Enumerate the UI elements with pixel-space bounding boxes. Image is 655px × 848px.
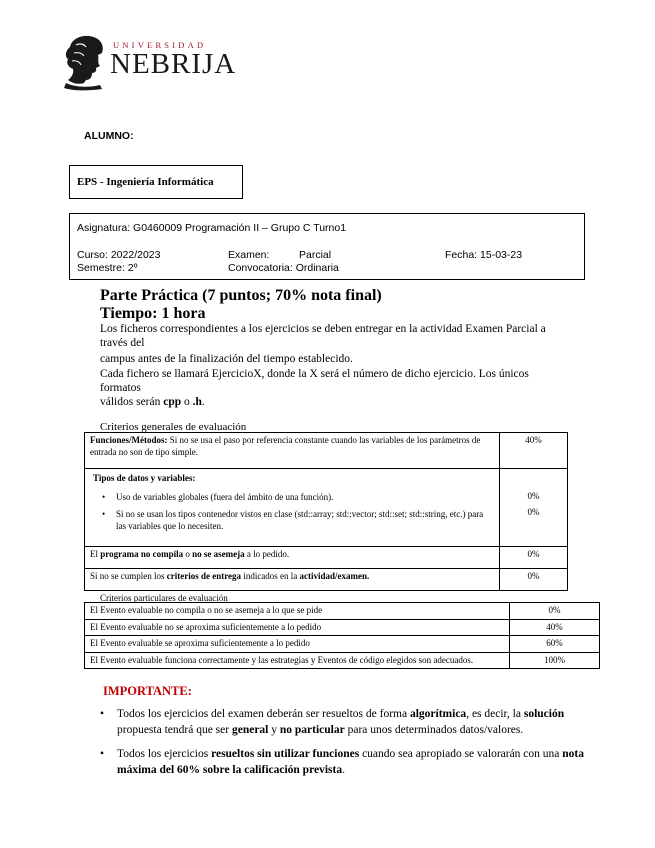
exam-title: Parte Práctica (7 puntos; 70% nota final) — [100, 287, 382, 304]
criteria-cell: Si no se cumplen los criterios de entrega indicados en la actividad/examen. — [85, 569, 500, 591]
criteria-cell: Tipos de datos y variables: • Uso de variables globales (fuera del ámbito de una función). • Si no se usan los tipos contenedor vistos en clase (std::array; std::vector; std::set; std::string, etc.) para las variables que lo necesiten. — [85, 469, 500, 547]
school-name: EPS - Ingeniería Informática — [77, 176, 214, 188]
course-info-box — [69, 213, 585, 280]
curso-text: Curso: 2022/2023 — [77, 249, 161, 261]
particular-criteria-table — [84, 602, 600, 669]
fecha-text: Fecha: 15-03-23 — [445, 249, 523, 261]
table-row — [85, 547, 568, 569]
alumno-label: ALUMNO: — [84, 130, 134, 142]
university-logo — [62, 33, 237, 91]
particular-criteria-title: Criterios particulares de evaluación — [100, 593, 228, 603]
table-row: El Evento evaluable se aproxima suficientemente a lo pedido 60% — [85, 636, 600, 653]
exam-time: Tiempo: 1 hora — [100, 305, 206, 322]
asignatura-text: Asignatura: G0460009 Programación II – Grupo C Turno1 — [77, 222, 347, 234]
nebrija-head-icon — [62, 33, 108, 91]
instructions-line: campus antes de la finalización del tiempo establecido. — [100, 353, 353, 365]
table-row — [85, 469, 568, 547]
logo-universidad-text: UNIVERSIDAD — [113, 40, 207, 50]
instructions-line: través del — [100, 337, 145, 349]
instructions-line: Cada fichero se llamará EjercicioX, donde la X será el número de dicho ejercicio. Los únicos — [100, 368, 529, 380]
important-bullet: • Todos los ejercicios resueltos sin utilizar funciones cuando sea apropiado se valorarán con una nota máxima del 60% sobre la calificación prevista. — [100, 747, 600, 778]
semestre-text: Semestre: 2º — [77, 262, 138, 274]
instructions-line: Los ficheros correspondientes a los ejercicios se deben entregar en la actividad Examen Parcial a — [100, 323, 546, 335]
examen-label: Examen: — [228, 249, 270, 261]
table-row — [85, 433, 568, 469]
important-bullet: • Todos los ejercicios del examen deberán ser resueltos de forma algorítmica, es decir, la solución propuesta tendrá que ser general y no particular para unos determinados datos/valores. — [100, 707, 600, 738]
criteria-value: 0% — [500, 547, 568, 569]
table-row: El Evento evaluable no compila o no se asemeja a lo que se pide 0% — [85, 603, 600, 620]
school-box — [69, 165, 243, 199]
criteria-value: 0% 0% — [500, 469, 568, 547]
instructions-line: válidos serán cpp o .h. — [100, 396, 205, 408]
instructions-line: formatos — [100, 382, 141, 394]
convocatoria-text: Convocatoria: Ordinaria — [228, 262, 339, 274]
criteria-value: 0% — [500, 569, 568, 591]
criteria-cell: Funciones/Métodos: Si no se usa el paso por referencia constante cuando las variables de los parámetros de entrada no son de tipo simple. — [85, 433, 500, 469]
criteria-value: 40% — [500, 433, 568, 469]
important-heading: IMPORTANTE: — [103, 684, 192, 698]
general-criteria-table — [84, 432, 568, 591]
general-criteria-title: Criterios generales de evaluación — [100, 421, 247, 433]
table-row — [85, 569, 568, 591]
criteria-cell: El programa no compila o no se asemeja a lo pedido. — [85, 547, 500, 569]
table-row: El Evento evaluable no se aproxima suficientemente a lo pedido 40% — [85, 619, 600, 636]
logo-nebrija-text: NEBRIJA — [110, 48, 237, 80]
table-row: El Evento evaluable funciona correctamente y las estrategias y Eventos de código elegidos son adecuados. 100% — [85, 652, 600, 669]
examen-value: Parcial — [299, 249, 332, 261]
